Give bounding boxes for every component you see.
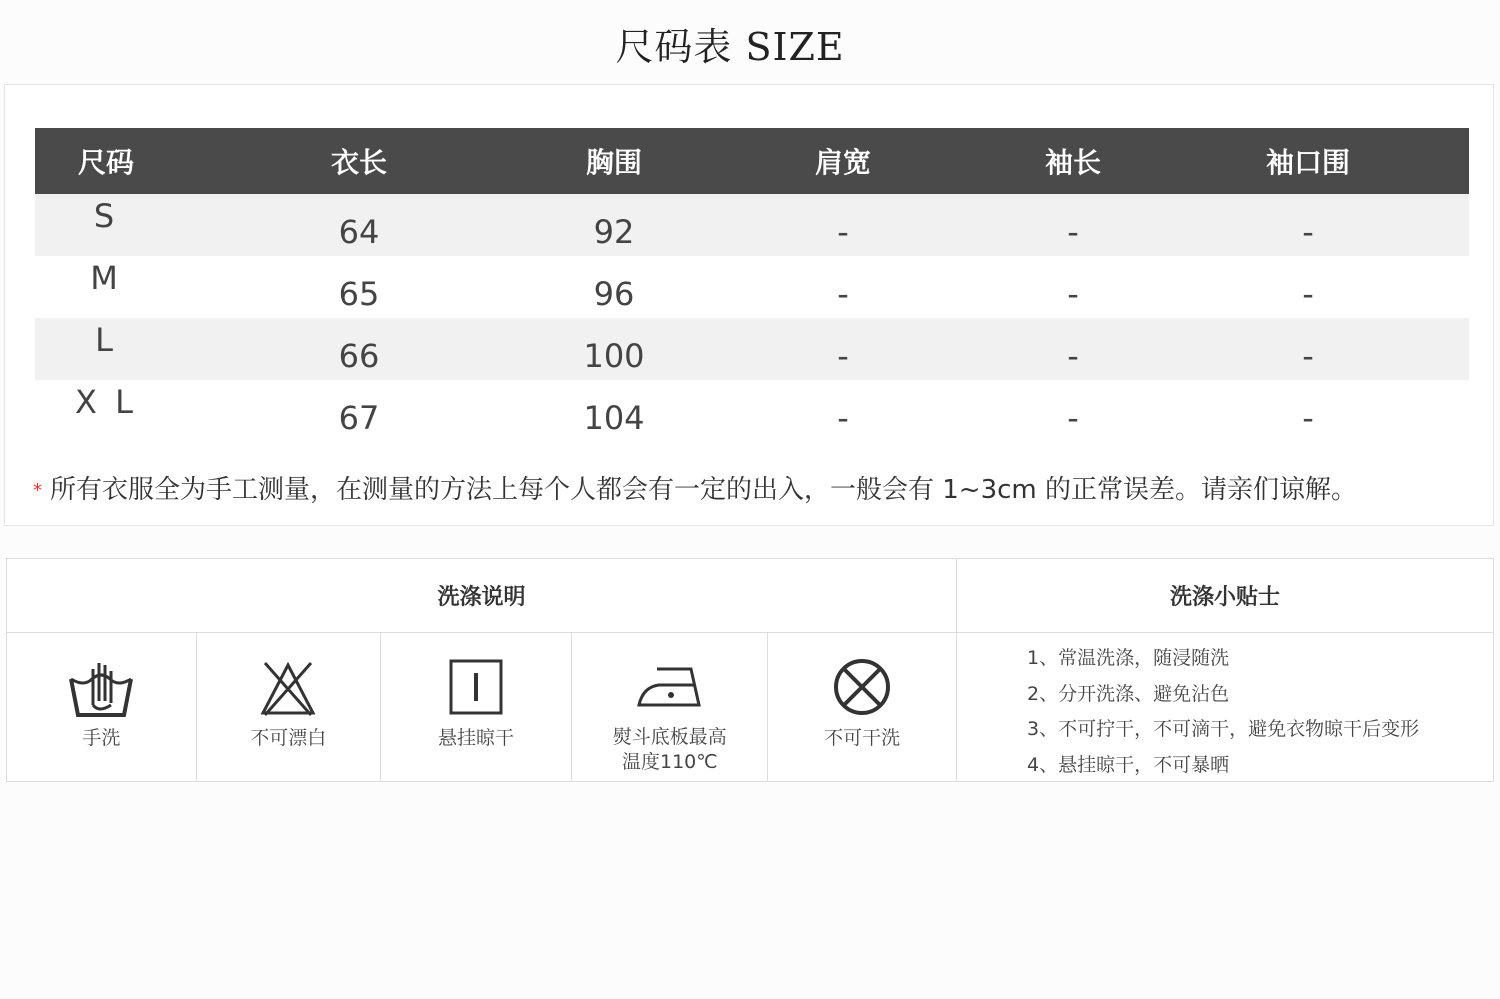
wash-instructions-heading: 洗涤说明: [7, 559, 957, 633]
measurement-note: [33, 469, 1357, 506]
shoulder-cell: -: [837, 399, 849, 437]
note-marker: *: [33, 480, 42, 501]
sleeve-cell: -: [1067, 213, 1079, 251]
table-row: [35, 318, 1469, 380]
care-item-hand-wash: [7, 633, 197, 781]
cuff-cell: -: [1302, 275, 1314, 313]
table-row: [35, 380, 1469, 442]
care-label: 手洗: [82, 727, 121, 749]
header-sleeve: 袖长: [1044, 146, 1101, 179]
shoulder-cell: -: [837, 275, 849, 313]
sleeve-cell: -: [1067, 399, 1079, 437]
table-row: [35, 194, 1469, 256]
shoulder-cell: -: [837, 213, 849, 251]
iron-icon: [635, 657, 705, 719]
bust-cell: 96: [593, 275, 635, 313]
care-item-no-dry-clean: [768, 633, 956, 781]
list-item: 1、常温洗涤，随浸随洗: [1027, 647, 1230, 669]
size-cell: M: [90, 259, 122, 297]
page-title: 尺码表 SIZE: [615, 25, 845, 69]
size-cell: L: [95, 321, 117, 359]
care-item-hang-dry: [381, 633, 573, 781]
care-item-iron: [572, 633, 768, 781]
cuff-cell: -: [1302, 337, 1314, 375]
note-text: 所有衣服全为手工测量，在测量的方法上每个人都会有一定的出入，一般会有 1~3cm 的正常误差。请亲们谅解。: [50, 475, 1358, 505]
care-icon-row: [7, 633, 957, 781]
size-cell: S: [93, 197, 119, 235]
care-label: 不可干洗: [824, 727, 901, 749]
header-size: 尺码: [77, 146, 134, 179]
list-item: 3、不可拧干，不可滴干，避免衣物晾干后变形: [1027, 718, 1420, 740]
shoulder-cell: -: [837, 337, 849, 375]
size-table: [35, 128, 1469, 442]
wash-tips-heading: 洗涤小贴士: [957, 559, 1493, 633]
hang-dry-icon: [441, 657, 511, 719]
care-label: 悬挂晾干: [438, 727, 515, 749]
header-shoulder: 肩宽: [814, 146, 871, 179]
list-item: 4、悬挂晾干，不可暴晒: [1027, 753, 1230, 776]
cuff-cell: -: [1302, 213, 1314, 251]
size-cell: X L: [75, 383, 137, 421]
header-length: 衣长: [330, 146, 387, 179]
no-dry-clean-icon: [827, 657, 897, 719]
length-cell: 67: [338, 399, 380, 437]
length-cell: 64: [338, 213, 380, 251]
list-item: 2、分开洗涤、避免沾色: [1027, 682, 1230, 705]
sleeve-cell: -: [1067, 275, 1079, 313]
length-cell: 65: [338, 275, 380, 313]
header-bust: 胸围: [585, 146, 642, 179]
care-label: 不可漂白: [250, 727, 327, 749]
care-panel: [6, 558, 1494, 782]
header-cuff: 袖口围: [1265, 146, 1350, 179]
no-bleach-icon: [253, 657, 323, 719]
hand-wash-icon: [66, 657, 136, 719]
size-chart-panel: [4, 84, 1494, 526]
sleeve-cell: -: [1067, 337, 1079, 375]
bust-cell: 104: [583, 399, 645, 437]
length-cell: 66: [338, 337, 380, 375]
table-row: [35, 256, 1469, 318]
wash-tips-list: [1027, 641, 1419, 783]
care-item-no-bleach: [197, 633, 381, 781]
bust-cell: 100: [583, 337, 645, 375]
cuff-cell: -: [1302, 399, 1314, 437]
table-header: [35, 128, 1469, 194]
care-label: 熨斗底板最高 温度110℃: [612, 726, 727, 773]
bust-cell: 92: [593, 213, 635, 251]
